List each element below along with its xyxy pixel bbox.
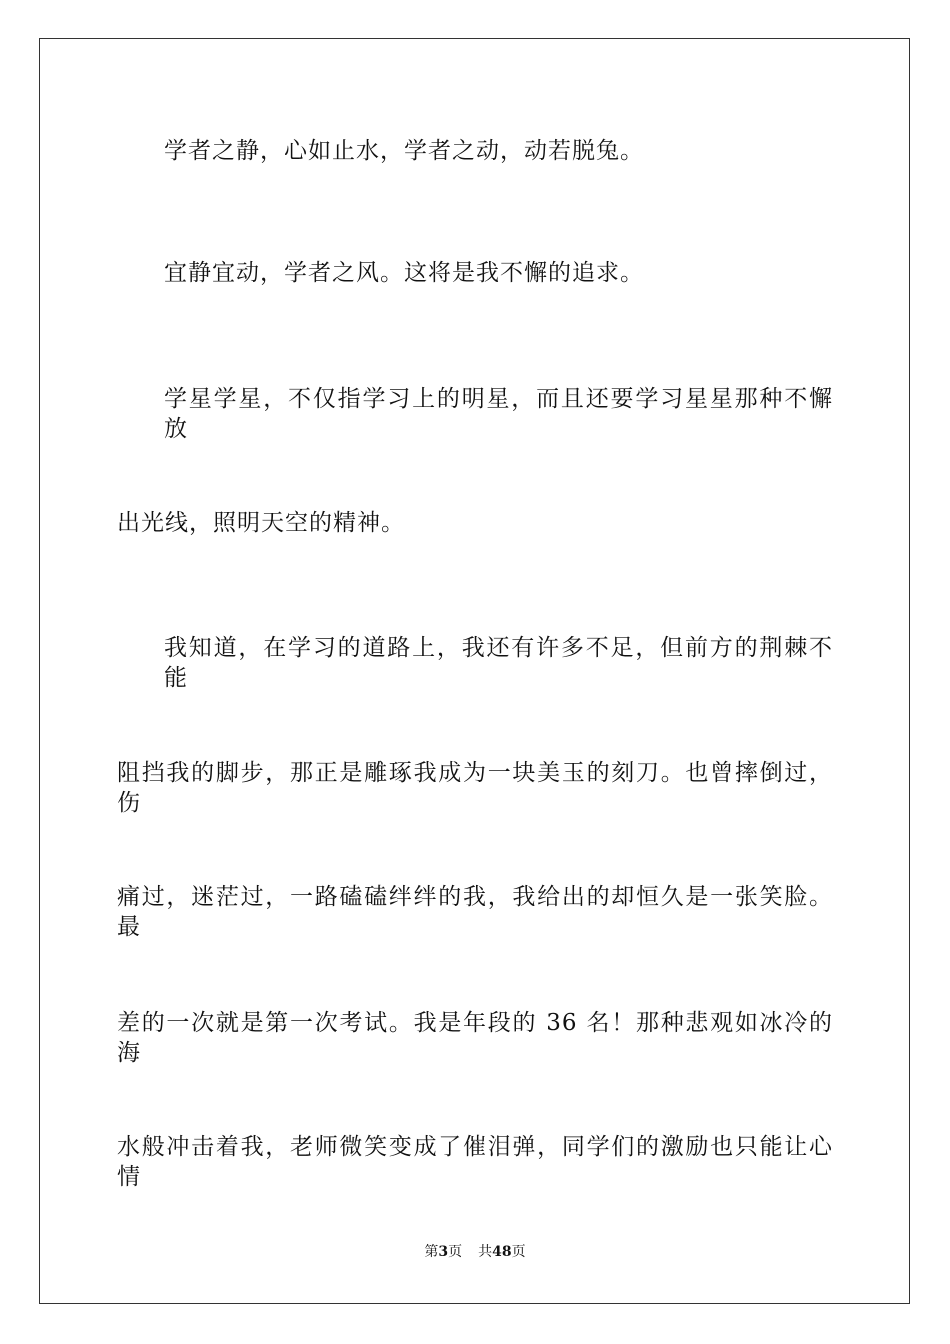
paragraph-line-6: 阻挡我的脚步，那正是雕琢我成为一块美玉的刻刀。也曾摔倒过，伤	[117, 760, 833, 816]
paragraph-line-7: 痛过，迷茫过，一路磕磕绊绊的我，我给出的却恒久是一张笑脸。最	[117, 884, 833, 940]
paragraph-line-5: 我知道，在学习的道路上，我还有许多不足，但前方的荆棘不能	[164, 635, 833, 691]
total-pages: 48	[492, 1244, 512, 1260]
page-footer	[0, 1242, 950, 1262]
paragraph-line-3: 学星学星，不仅指学习上的明星，而且还要学习星星那种不懈放	[164, 386, 833, 442]
paragraph-line-4: 出光线，照明天空的精神。	[117, 510, 405, 536]
page-number: 3	[438, 1244, 449, 1260]
page-prefix: 第	[424, 1244, 439, 1260]
paragraph-line-9: 水般冲击着我，老师微笑变成了催泪弹，同学们的激励也只能让心情	[117, 1134, 833, 1190]
paragraph-line-1: 学者之静，心如止水，学者之动，动若脱兔。	[164, 138, 644, 164]
total-suffix: 页	[511, 1244, 526, 1260]
total-prefix: 共	[478, 1244, 493, 1260]
paragraph-line-8: 差的一次就是第一次考试。我是年段的 36 名！那种悲观如冰冷的海	[117, 1010, 833, 1066]
paragraph-line-2: 宜静宜动，学者之风。这将是我不懈的追求。	[164, 260, 644, 286]
page-suffix: 页	[448, 1244, 463, 1260]
